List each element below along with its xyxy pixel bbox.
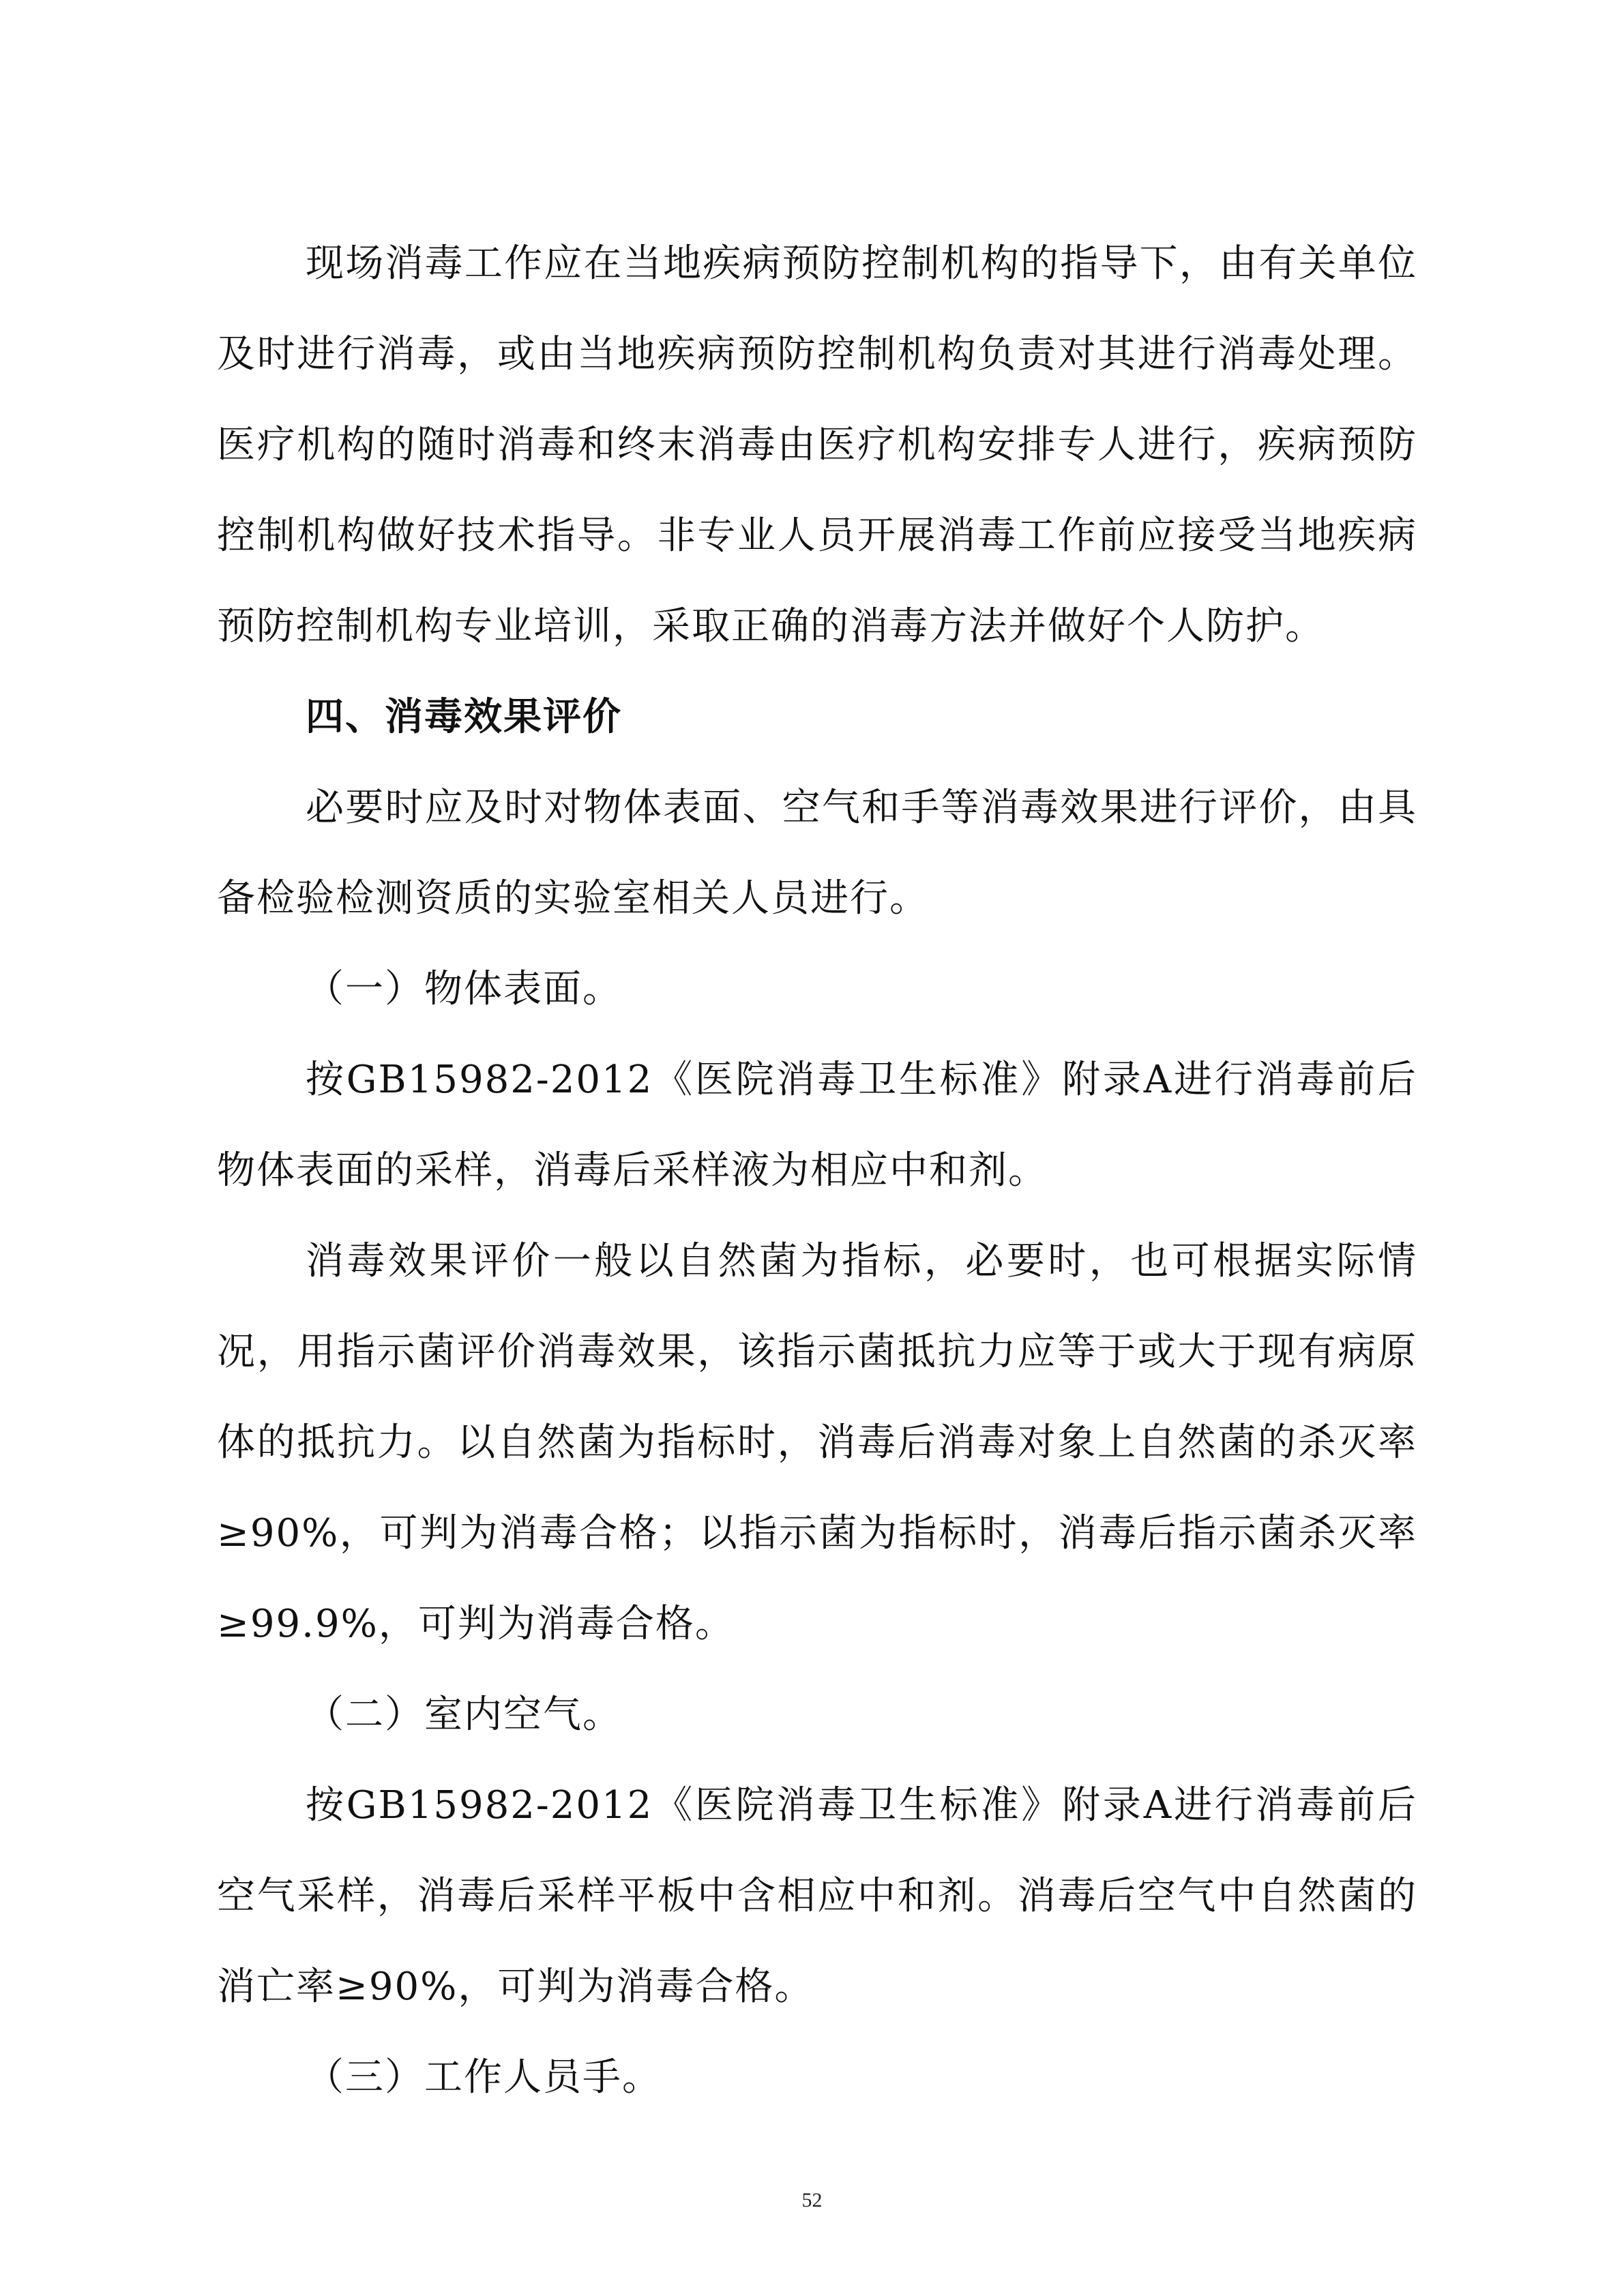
document-body	[217, 218, 1417, 2123]
subheading-object-surface: （一）物体表面。	[306, 967, 622, 1011]
page-number: 52	[801, 2189, 823, 2211]
paragraph-evaluation-intro: 必要时应及时对物体表面、空气和手等消毒效果进行评价，由具备检验检测资质的实验室相关人员进行。	[217, 786, 1417, 921]
paragraph-disinfection-work: 现场消毒工作应在当地疾病预防控制机构的指导下，由有关单位及时进行消毒，或由当地疾病预防控制机构负责对其进行消毒处理。医疗机构的随时消毒和终末消毒由医疗机构安排专人进行，疾病预防控制机构做好技术指导。非专业人员开展消毒工作前应接受当地疾病预防控制机构专业培训，采取正确的消毒方法并做好个人防护。	[217, 241, 1417, 648]
subheading-staff-hands: （三）工作人员手。	[306, 2055, 662, 2100]
paragraph-surface-criteria: 消毒效果评价一般以自然菌为指标，必要时，也可根据实际情况，用指示菌评价消毒效果，该指示菌抵抗力应等于或大于现有病原体的抵抗力。以自然菌为指标时，消毒后消毒对象上自然菌的杀灭率≥90%，可判为消毒合格；以指示菌为指标时，消毒后指示菌杀灭率≥99.9%，可判为消毒合格。	[217, 1239, 1417, 1646]
subheading-indoor-air: （二）室内空气。	[306, 1693, 622, 1737]
paragraph-surface-sampling: 按GB15982-2012《医院消毒卫生标准》附录A进行消毒前后物体表面的采样，消毒后采样液为相应中和剂。	[217, 1058, 1417, 1193]
section-heading-evaluation: 四、消毒效果评价	[306, 695, 622, 739]
paragraph-air-sampling: 按GB15982-2012《医院消毒卫生标准》附录A进行消毒前后空气采样，消毒后采样平板中含相应中和剂。消毒后空气中自然菌的消亡率≥90%，可判为消毒合格。	[217, 1783, 1417, 2009]
